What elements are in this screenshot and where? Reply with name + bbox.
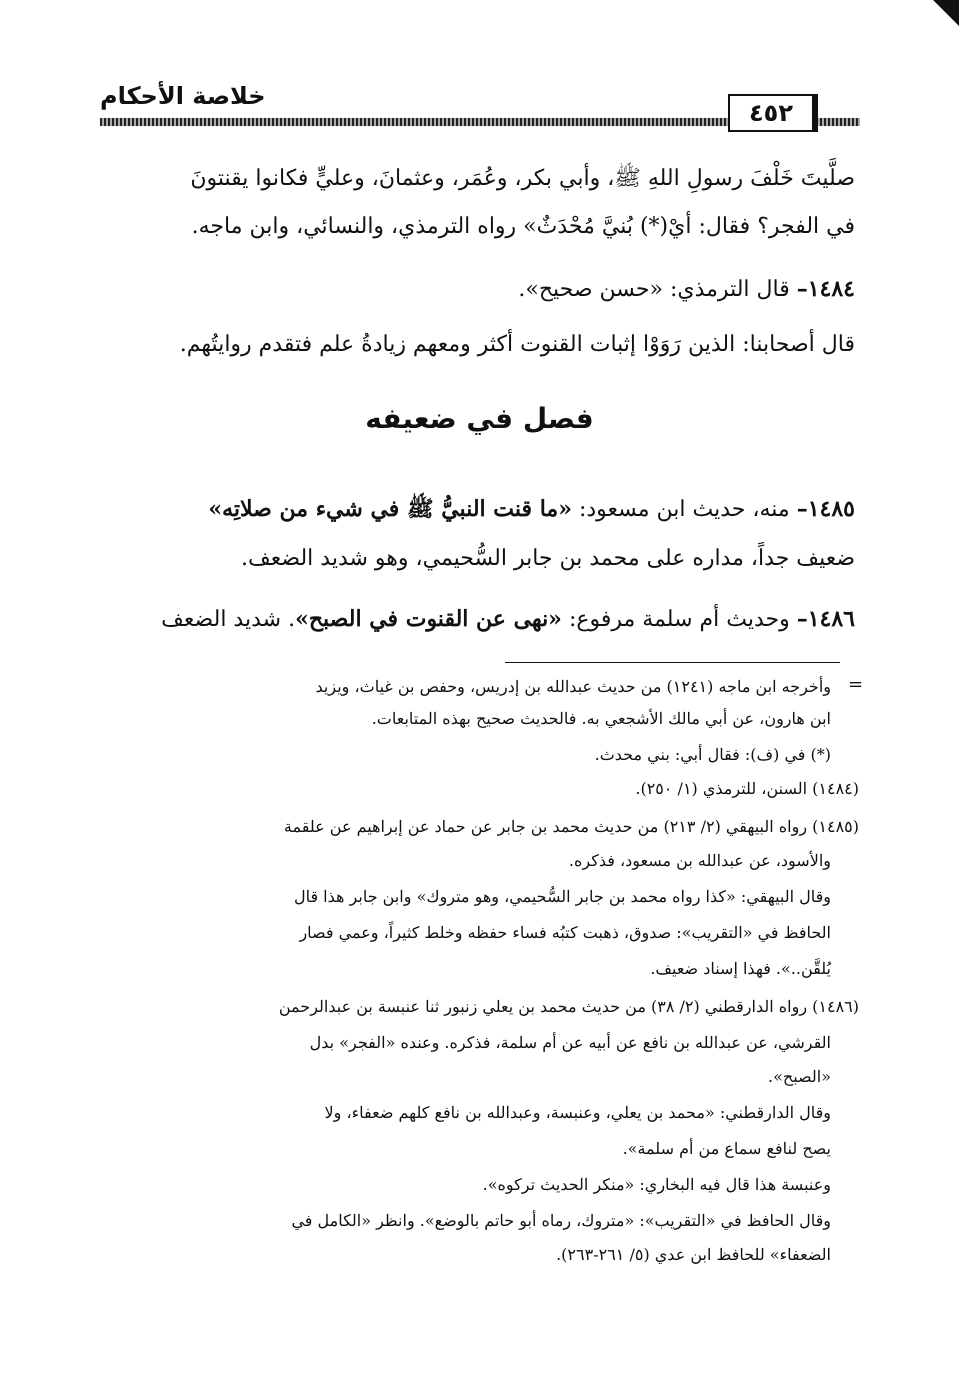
page-number-box	[728, 94, 818, 132]
footnote-1485-line-1: (١٤٨٥) رواه البيهقي (٢/ ٢١٣) من حديث محمد بن جابر عن حماد عن إبراهيم عن علقمة	[283, 817, 859, 836]
hadith-1485-line-2: ضعيف جداً، مداره على محمد بن جابر السُّحيمي، وهو شديد الضعف.	[241, 546, 855, 571]
section-title: فصل في ضعيفه	[365, 402, 594, 435]
footnote-1486-line-1: (١٤٨٦) رواه الدارقطني (٢/ ٣٨) من حديث محمد بن يعلي زنبور ثنا عنبسة بن عبدالرحمن	[278, 997, 859, 1016]
hadith-number-1485: ١٤٨٥–	[796, 496, 855, 522]
footnote-1486-line-2: القرشي، عن عبدالله بن نافع عن أبيه عن أم سلمة، فذكره. وعنده «الفجر» بدل	[309, 1033, 831, 1052]
hadith-1485-line-1	[105, 486, 855, 533]
hadith-1484	[105, 266, 855, 313]
hadith-1485-intro: منه، حديث ابن مسعود:	[578, 497, 790, 522]
hadith-1485-quote: «ما قنت النبيُّ ﷺ في شيء من صلاتِه»	[208, 496, 572, 522]
footnote-1485-line-4: الحافظ في «التقريب»: صدوق، ذهبت كتبُه فساء حفظه وخلط كثيراً، وعمي فصار	[299, 923, 831, 942]
footnote-1486-line-6: وعنبسة هذا قال فيه البخاري: «منكر الحديث تركوه».	[482, 1175, 831, 1194]
hadith-1486-quote: «نهى عن القنوت في الصبح»	[295, 606, 562, 632]
hadith-1486-tail: . شديد الضعف	[161, 607, 296, 632]
continuation-mark: =	[848, 674, 864, 695]
footnote-continued-line-1: وأخرجه ابن ماجه (١٢٤١) من حديث عبدالله بن إدريس، وحفص بن غياث، ويزيد	[315, 677, 831, 696]
ashabuna-paragraph: قال أصحابنا: الذين رَوَوْا إثبات القنوت أكثر ومعهم زيادةُ علم فتقدم روايتُهم.	[179, 332, 855, 357]
paragraph-continued-line-1: صلَّيتَ خَلْفَ رسولِ اللهِ ﷺ، وأبي بكر، وعُمَر، وعثمانَ، وعليٍّ فكانوا يقنتونَ	[190, 166, 855, 191]
footnote-1486-line-3: «الصبح».	[767, 1067, 831, 1086]
paragraph-continued-line-2: في الفجر؟ فقال: أيْ(*) بُنيَّ مُحْدَثٌ» رواه الترمذي، والنسائي، وابن ماجه.	[191, 214, 855, 239]
book-title: خلاصة الأحكام	[100, 82, 266, 110]
footnote-1486-line-5: يصح لنافع سماع من أم سلمة».	[622, 1139, 831, 1158]
footnote-1486-line-4: وقال الدارقطني: «محمد بن يعلي، وعنبسة، وعبدالله بن نافع كلهم ضعفاء، ولا	[324, 1103, 831, 1122]
hadith-number-1486: ١٤٨٦–	[796, 606, 855, 632]
footnote-1485-line-5: يُلقَّن..». فهذا إسناد ضعيف.	[650, 959, 831, 978]
footnote-separator	[505, 662, 840, 663]
hadith-1486	[105, 596, 855, 643]
footnote-1486-line-8: الضعفاء» للحافظ ابن عدي (٥/ ٢٦١-٢٦٣).	[556, 1245, 831, 1264]
running-header	[100, 82, 860, 130]
hadith-1484-text: قال الترمذي: «حسن صحيح».	[518, 277, 790, 302]
footnote-continued-line-2: ابن هارون، عن أبي مالك الأشجعي به. فالحديث صحيح بهذه المتابعات.	[371, 709, 831, 728]
footnote-star: (*) في (ف): فقال أبي: بني محدث.	[594, 745, 831, 764]
page-corner-mark	[933, 0, 959, 26]
hadith-1486-intro: وحديث أم سلمة مرفوع:	[568, 607, 790, 632]
footnote-1486-line-7: وقال الحافظ في «التقريب»: «متروك، رماه أبو حاتم بالوضع». وانظر «الكامل في	[291, 1211, 831, 1230]
page-number: ٤٥٢	[749, 99, 793, 127]
footnote-1485-line-2: والأسود، عن عبدالله بن مسعود، فذكره.	[568, 851, 831, 870]
footnote-1485-line-3: وقال البيهقي: «كذا رواه محمد بن جابر السُّحيمي، وهو متروك» وابن جابر هذا قال	[293, 887, 831, 906]
hadith-number-1484: ١٤٨٤–	[796, 276, 855, 302]
footnote-1484: (١٤٨٤) السنن، للترمذي (١/ ٢٥٠).	[635, 779, 859, 798]
